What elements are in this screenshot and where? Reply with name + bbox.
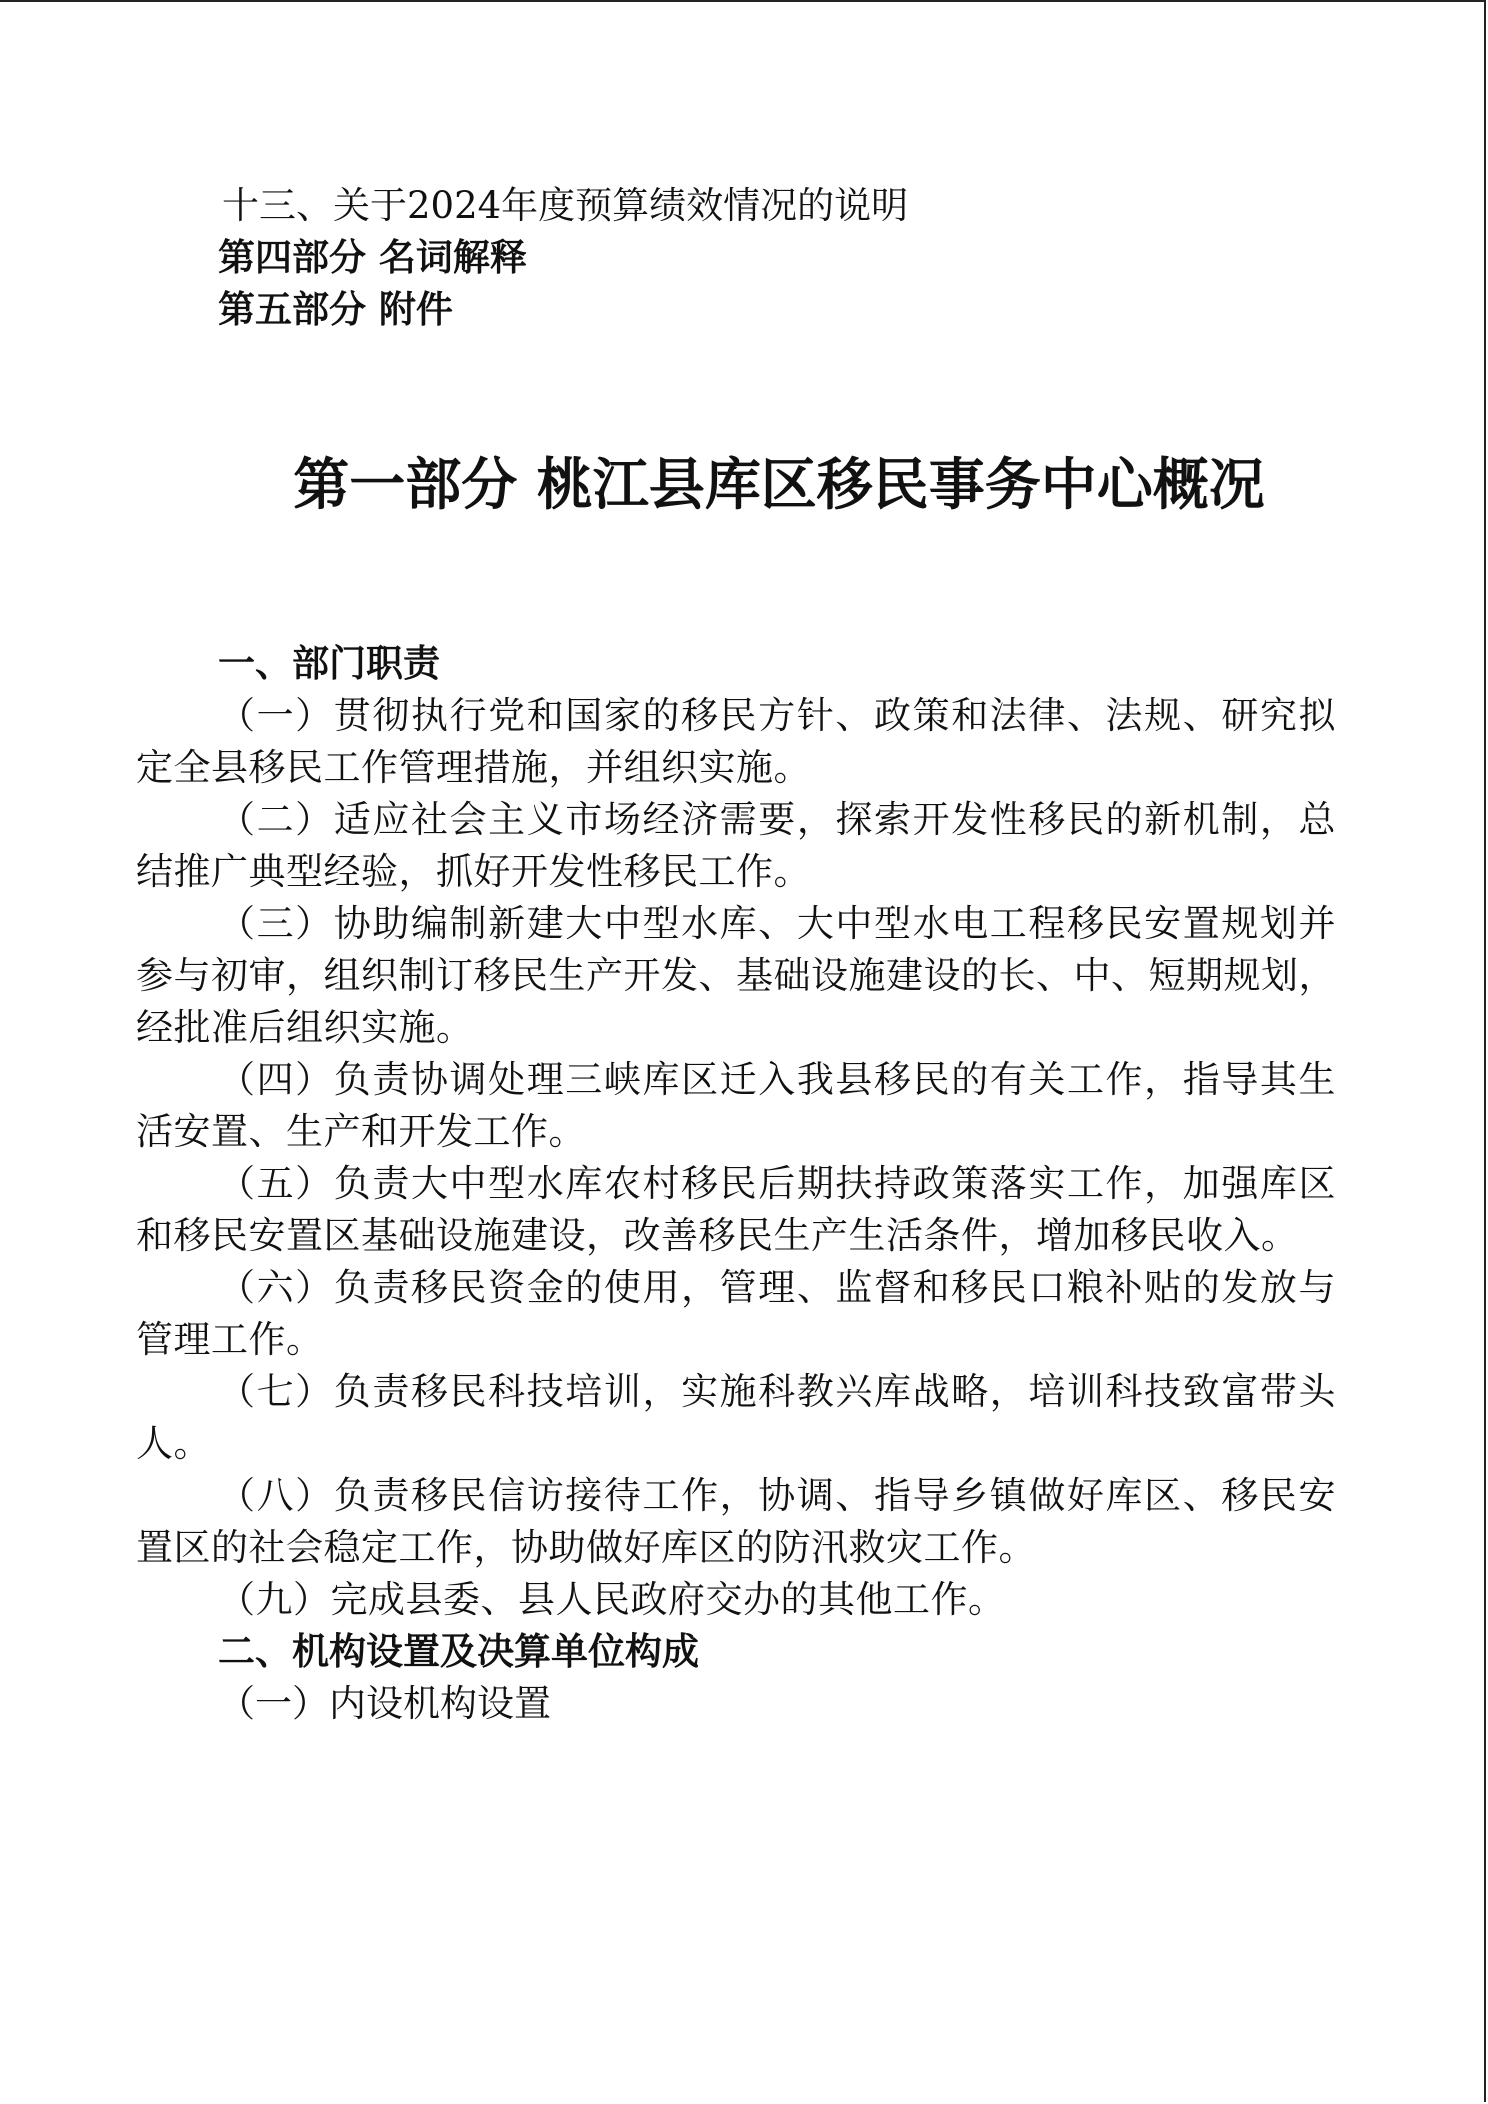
toc-item-budget-performance: 十三、关于2024年度预算绩效情况的说明 [222, 184, 909, 227]
document-body [136, 638, 1336, 1730]
duty-item: （八）负责移民信访接待工作，协调、指导乡镇做好库区、移民安置区的社会稳定工作，协助做好库区的防汛救灾工作。 [136, 1474, 1336, 1569]
part-title: 第一部分 桃江县库区移民事务中心概况 [293, 453, 1265, 518]
section-heading-organization: 二、机构设置及决算单位构成 [218, 1630, 699, 1673]
duty-item: （七）负责移民科技培训，实施科教兴库战略，培训科技致富带头人。 [136, 1370, 1336, 1465]
toc-item-part-five: 第五部分 附件 [218, 288, 453, 331]
section-heading-duties: 一、部门职责 [218, 642, 440, 685]
duty-item: （九）完成县委、县人民政府交办的其他工作。 [218, 1578, 1006, 1621]
duty-item: （四）负责协调处理三峡库区迁入我县移民的有关工作，指导其生活安置、生产和开发工作。 [136, 1058, 1336, 1153]
duty-item: （二）适应社会主义市场经济需要，探索开发性移民的新机制，总结推广典型经验，抓好开发性移民工作。 [136, 798, 1336, 893]
duty-item: （五）负责大中型水库农村移民后期扶持政策落实工作，加强库区和移民安置区基础设施建设，改善移民生产生活条件，增加移民收入。 [136, 1162, 1336, 1257]
duty-item: （六）负责移民资金的使用，管理、监督和移民口粮补贴的发放与管理工作。 [136, 1266, 1336, 1361]
toc-item-part-four: 第四部分 名词解释 [218, 236, 527, 279]
duty-item: （三）协助编制新建大中型水库、大中型水电工程移民安置规划并参与初审，组织制订移民生产开发、基础设施建设的长、中、短期规划，经批准后组织实施。 [136, 902, 1336, 1049]
duty-item: （一）贯彻执行党和国家的移民方针、政策和法律、法规、研究拟定全县移民工作管理措施，并组织实施。 [136, 694, 1336, 789]
table-of-contents [218, 180, 1318, 336]
subsection-internal-structure: （一）内设机构设置 [218, 1682, 551, 1725]
